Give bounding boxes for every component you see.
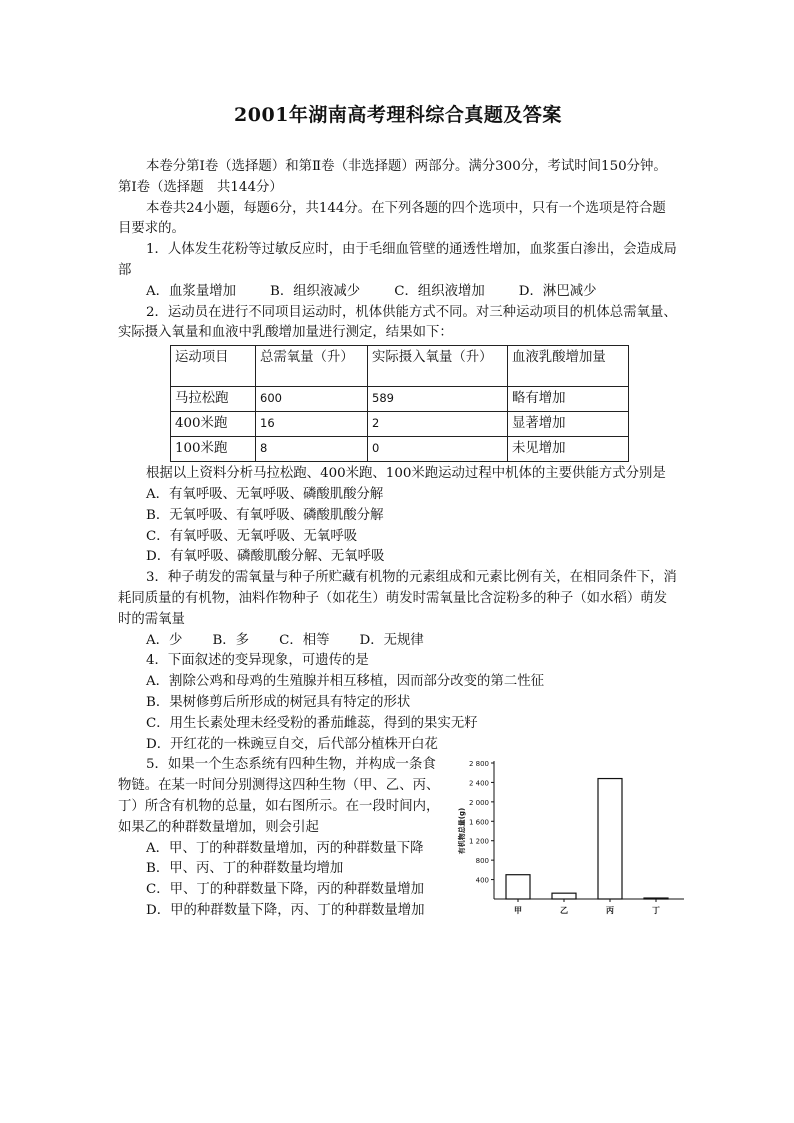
y-tick-label: 2 800 <box>468 760 489 769</box>
x-tick-label: 丙 <box>606 906 614 916</box>
chart-svg <box>452 753 692 925</box>
q2-option-a: A．有氧呼吸、无氧呼吸、磷酸肌酸分解 <box>146 486 384 502</box>
q5-option-d: D．甲的种群数量下降，丙、丁的种群数量增加 <box>146 902 425 918</box>
q5-option-b: B．甲、丙、丁的种群数量均增加 <box>146 861 344 877</box>
q4-stem: 4．下面叙述的变异现象，可遗传的是 <box>146 653 369 669</box>
table-cell: 马拉松跑 <box>171 387 256 412</box>
bar-2 <box>552 893 576 899</box>
table-cell: 未见增加 <box>508 437 629 462</box>
part1-heading: 第Ⅰ卷（选择题 共144分） <box>118 179 283 195</box>
table-cell: 589 <box>368 387 508 412</box>
table-cell: 600 <box>256 387 368 412</box>
y-tick-label: 1 200 <box>468 838 489 847</box>
part1-instructions: 本卷共24小题，每题6分，共144分。在下列各题的四个选项中，只有一个选项是符合题目要求的。 <box>118 200 666 237</box>
q5-block <box>118 755 678 921</box>
y-tick-label: 800 <box>475 857 489 866</box>
q5-option-c: C．甲、丁的种群数量下降，丙的种群数量增加 <box>146 882 425 898</box>
q2-question: 根据以上资料分析马拉松跑、400米跑、100米跑运动过程中机体的主要供能方式分别是 <box>146 466 666 482</box>
q1-options <box>118 282 678 303</box>
y-axis-label: 有机物总量(g) <box>458 808 466 855</box>
table-cell: 100米跑 <box>171 437 256 462</box>
q1-option-d: D．淋巴减少 <box>518 283 597 299</box>
table-row <box>171 437 629 462</box>
q2-option-d: D．有氧呼吸、磷酸肌酸分解、无氧呼吸 <box>146 549 385 565</box>
q3-option-d: D．无规律 <box>359 632 424 648</box>
table-row <box>171 387 629 412</box>
table-row <box>171 412 629 437</box>
q5-stem: 5．如果一个生态系统有四种生物，并构成一条食物链。在某一时间分别测得这四种生物（甲、乙、丙、丁）所含有机物的总量，如右图所示。在一段时间内，如果乙的种群数量增加，则会引起 <box>118 757 440 835</box>
organic-matter-bar-chart <box>452 753 692 925</box>
intro-paragraph: 本卷分第Ⅰ卷（选择题）和第Ⅱ卷（非选择题）两部分。满分300分，考试时间150分钟。 <box>146 159 667 174</box>
table-cell: 400米跑 <box>171 412 256 437</box>
q3-option-b: B．多 <box>212 632 250 648</box>
q2-stem: 2．运动员在进行不同项目运动时，机体供能方式不同。对三种运动项目的机体总需氧量、实际摄入氧量和血液中乳酸增加量进行测定，结果如下： <box>118 304 677 341</box>
table-cell: 略有增加 <box>508 387 629 412</box>
table-cell: 16 <box>256 412 368 437</box>
table-header-cell: 运动项目 <box>171 346 256 387</box>
q4-option-b: B．果树修剪后所形成的树冠具有特定的形状 <box>146 694 411 710</box>
q3-stem: 3．种子萌发的需氧量与种子所贮藏有机物的元素组成和元素比例有关，在相同条件下，消耗同质量的有机物，油料作物种子（如花生）萌发时需氧量比含淀粉多的种子（如水稻）萌发时的需氧量 <box>118 570 677 627</box>
table-header-cell: 血液乳酸增加量 <box>508 346 629 387</box>
q4-option-a: A．割除公鸡和母鸡的生殖腺并相互移植，因而部分改变的第二性征 <box>146 674 544 690</box>
q1-option-a: A．血浆量增加 <box>146 283 237 299</box>
table-header-cell: 总需氧量（升） <box>256 346 368 387</box>
y-tick-label: 1 600 <box>468 818 489 827</box>
table-cell: 8 <box>256 437 368 462</box>
q1-option-c: C．组织液增加 <box>394 283 485 299</box>
y-tick-label: 2 400 <box>468 779 489 788</box>
q4-option-c: C．用生长素处理未经受粉的番茄雌蕊，得到的果实无籽 <box>146 715 478 731</box>
y-tick-label: 400 <box>475 876 489 885</box>
q3-options <box>118 631 678 652</box>
y-tick-label: 2 000 <box>468 799 489 808</box>
table-cell: 0 <box>368 437 508 462</box>
x-tick-label: 乙 <box>560 906 568 916</box>
q2-option-b: B．无氧呼吸、有氧呼吸、磷酸肌酸分解 <box>146 507 384 523</box>
q4-option-d: D．开红花的一株豌豆自交，后代部分植株开白花 <box>146 736 438 752</box>
bar-4 <box>644 898 668 899</box>
table-header-row <box>171 346 629 387</box>
bar-1 <box>506 875 530 899</box>
q3-option-a: A．少 <box>146 632 183 648</box>
q3-option-c: C．相等 <box>279 632 330 648</box>
q1-stem: 1．人体发生花粉等过敏反应时，由于毛细血管壁的通透性增加，血浆蛋白渗出，会造成局部 <box>118 242 677 278</box>
q2-data-table <box>170 345 629 462</box>
table-header-cell: 实际摄入氧量（升） <box>368 346 508 387</box>
exam-page <box>118 100 678 922</box>
x-tick-label: 甲 <box>514 906 522 916</box>
table-cell: 2 <box>368 412 508 437</box>
q2-option-c: C．有氧呼吸、无氧呼吸、无氧呼吸 <box>146 528 358 544</box>
x-tick-label: 丁 <box>652 906 660 916</box>
document-title: 2001年湖南高考理科综合真题及答案 <box>234 104 562 126</box>
bar-3 <box>598 779 622 899</box>
q1-option-b: B．组织液减少 <box>270 283 361 299</box>
table-cell: 显著增加 <box>508 412 629 437</box>
q5-option-a: A．甲、丁的种群数量增加，丙的种群数量下降 <box>146 840 424 856</box>
